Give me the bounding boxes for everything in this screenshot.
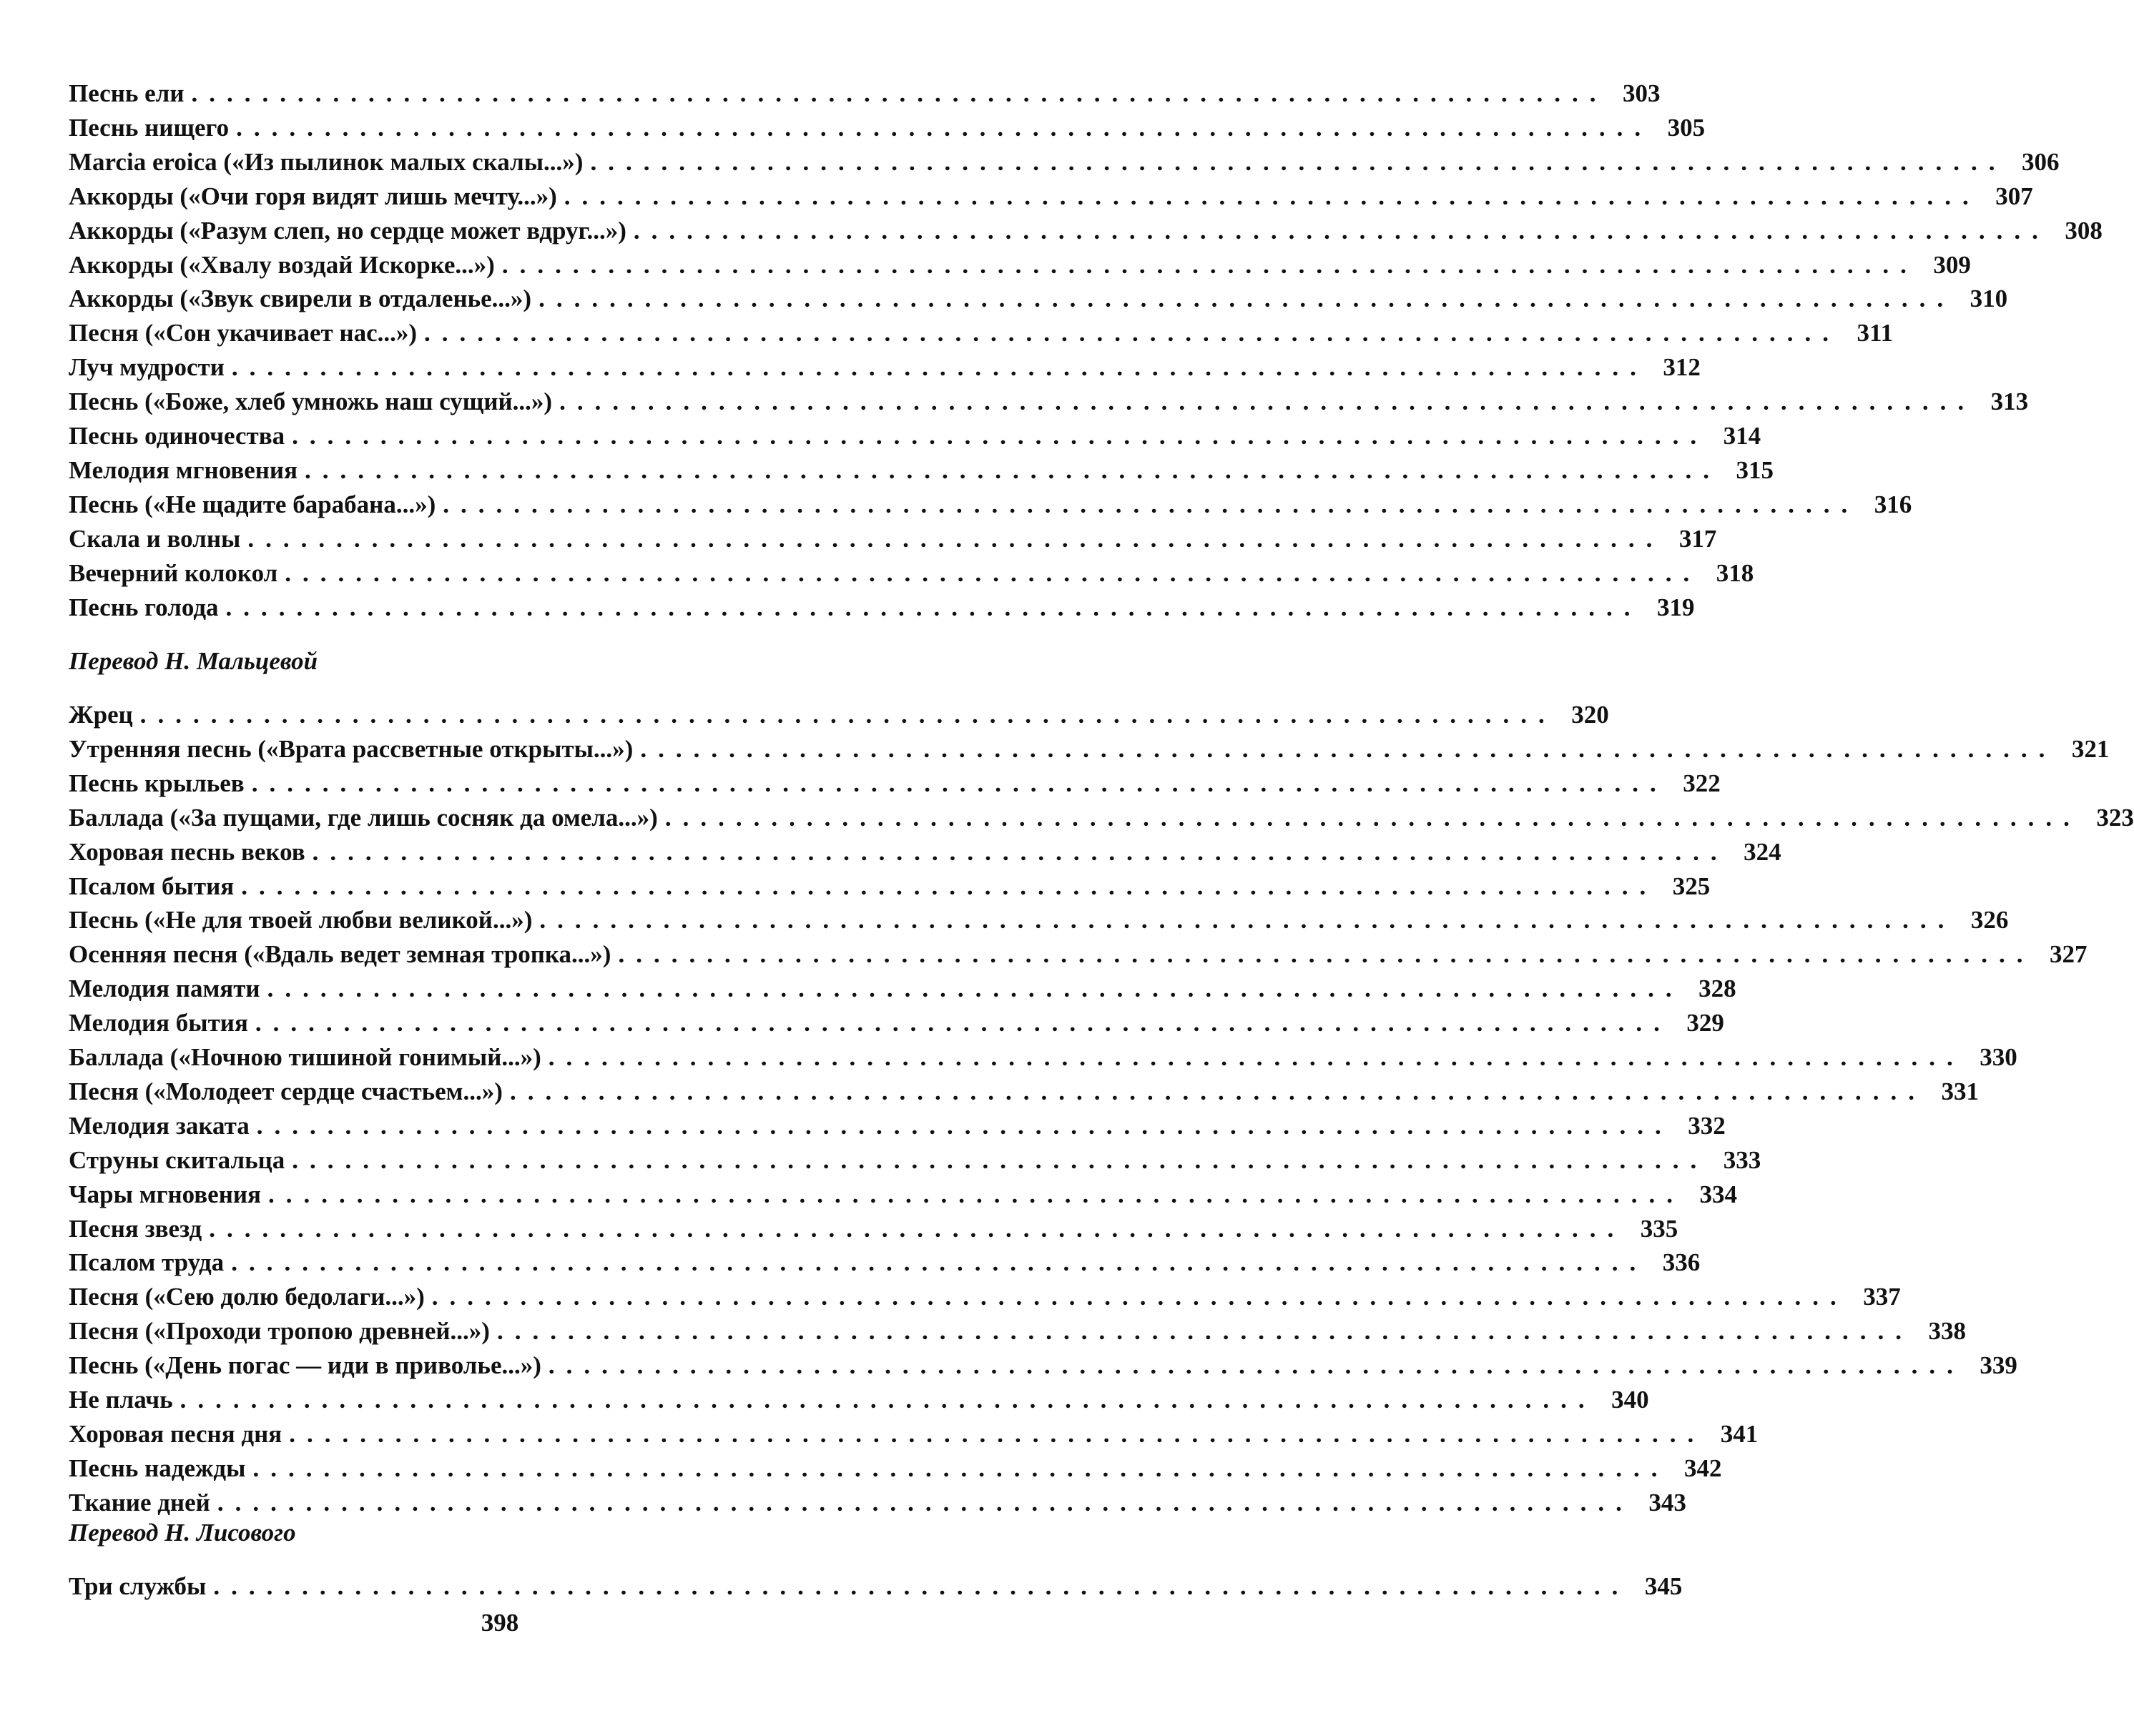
toc-entry-title: Песнь надежды — [69, 1454, 246, 1482]
dot-leader: ................................................................................ — [640, 735, 2057, 763]
toc-entry — [69, 904, 2009, 937]
toc-entry-title: Баллада («За пущами, где лишь сосняк да омела...») — [69, 804, 658, 832]
toc-entry-title: Мелодия бытия — [69, 1009, 248, 1037]
dot-leader: ................................................................................ — [256, 1112, 1673, 1140]
dot-leader: ................................................................................ — [305, 456, 1721, 484]
toc-entry-page: 319 — [1657, 593, 1695, 621]
toc-entry-title: Песня («Сею долю бедолаги...») — [69, 1283, 425, 1311]
toc-entry-title: Песнь нищего — [69, 114, 230, 142]
toc-entry — [69, 870, 1711, 903]
dot-leader: ................................................................................ — [236, 114, 1653, 142]
toc-entry-page: 318 — [1716, 559, 1754, 587]
toc-entry-page: 309 — [1933, 251, 1971, 279]
dot-leader: ................................................................................ — [509, 1077, 1926, 1105]
toc-entry-page: 332 — [1688, 1112, 1726, 1140]
dot-leader: ................................................................................ — [312, 838, 1729, 866]
toc-entry-page: 330 — [1980, 1043, 2017, 1071]
toc-entry-page: 342 — [1683, 1454, 1722, 1482]
dot-leader: ................................................................................ — [139, 701, 1556, 729]
toc-entry — [69, 385, 2029, 418]
toc-entry-title: Аккорды («Очи горя видят лишь мечту...») — [69, 182, 557, 210]
toc-entry-title: Хоровая песня дня — [69, 1420, 282, 1448]
dot-leader: ................................................................................ — [539, 906, 1956, 934]
toc-entry — [69, 938, 2088, 971]
toc-entry-title: Аккорды («Разум слеп, но сердце может вдруг...») — [69, 217, 626, 245]
toc-entry-page: 341 — [1720, 1420, 1759, 1448]
dot-leader: ................................................................................ — [548, 1351, 1965, 1379]
toc-entry-page: 321 — [2071, 735, 2110, 763]
toc-entry-page: 335 — [1640, 1215, 1678, 1243]
dot-leader: ................................................................................ — [231, 353, 1648, 381]
dot-leader: ................................................................................ — [251, 769, 1668, 797]
toc-entry-title: Жрец — [69, 701, 133, 729]
dot-leader: ................................................................................ — [225, 593, 1642, 621]
toc-entry-title: Хоровая песнь веков — [69, 838, 305, 866]
toc-entry-title: Мелодия памяти — [69, 975, 260, 1002]
dot-leader: ................................................................................ — [559, 388, 1976, 415]
toc-entry-page: 324 — [1744, 838, 1781, 866]
dot-leader: ................................................................................ — [289, 1420, 1706, 1448]
toc-entry-title: Песнь («Не щадите барабана...») — [69, 490, 436, 518]
toc-entry-title: Вечерний колокол — [69, 559, 278, 587]
dot-leader: ................................................................................ — [431, 1283, 1848, 1311]
toc-entry — [69, 1075, 1979, 1108]
dot-leader: ................................................................................ — [267, 975, 1683, 1002]
toc-entry-title: Осенняя песня («Вдаль ведет земная тропка...») — [69, 940, 611, 968]
dot-leader: ................................................................................ — [231, 1248, 1648, 1276]
dot-leader: ................................................................................ — [590, 148, 2007, 176]
dot-leader: ................................................................................ — [285, 559, 1701, 587]
toc-entry-title: Песнь ели — [69, 79, 185, 107]
toc-entry-page: 326 — [1970, 906, 2009, 934]
toc-entry — [69, 1246, 1701, 1279]
toc-entry-page: 317 — [1678, 525, 1717, 553]
toc-entry — [69, 454, 1774, 487]
toc-entry — [69, 1384, 1649, 1416]
toc-entry — [69, 1007, 1724, 1040]
toc-entry-page: 331 — [1941, 1077, 1979, 1105]
toc-entry — [69, 1213, 1678, 1246]
dot-leader: ................................................................................ — [255, 1009, 1671, 1037]
toc-entry — [69, 1452, 1722, 1485]
dot-leader: ................................................................................ — [191, 79, 1608, 107]
toc-entry-page: 303 — [1622, 79, 1661, 107]
toc-entry-page: 314 — [1723, 422, 1761, 450]
toc-entry-title: Чары мгновения — [69, 1180, 261, 1208]
toc-entry-page: 339 — [1980, 1351, 2017, 1379]
toc-entry-title: Песня («Сон укачивает нас...») — [69, 319, 418, 347]
toc-entry — [69, 1349, 2017, 1382]
dot-leader: ................................................................................ — [501, 251, 1918, 279]
toc-entry-title: Псалом бытия — [69, 872, 235, 900]
toc-entry-page: 338 — [1928, 1317, 1966, 1345]
toc-entry — [69, 77, 1661, 110]
toc-entry-page: 310 — [1970, 285, 2008, 312]
dot-leader: ................................................................................ — [241, 872, 1658, 900]
toc-entry-page: 320 — [1571, 701, 1609, 729]
toc-entry-title: Песня звезд — [69, 1215, 202, 1243]
toc-entry-title: Песнь одиночества — [69, 422, 285, 450]
toc-entry — [69, 351, 1701, 384]
toc-entry-page: 325 — [1672, 872, 1711, 900]
toc-entry-page: 316 — [1874, 490, 1912, 518]
toc-entry-page: 308 — [2065, 217, 2103, 245]
toc-entry — [69, 180, 2033, 213]
toc-entry-page: 311 — [1857, 319, 1894, 347]
toc-entry-title: Мелодия мгновения — [69, 456, 298, 484]
dot-leader: ................................................................................ — [267, 1180, 1684, 1208]
toc-entry-page: 333 — [1723, 1146, 1761, 1174]
toc-entry — [69, 972, 1736, 1005]
toc-entry — [69, 802, 2134, 834]
toc-entry — [69, 1418, 1759, 1451]
dot-leader: ................................................................................ — [443, 490, 1859, 518]
dot-leader: ................................................................................ — [209, 1215, 1626, 1243]
toc-entry-page: 327 — [2049, 940, 2088, 968]
toc-entry — [69, 1178, 1737, 1211]
toc-entry-title: Ткание дней — [69, 1489, 210, 1516]
dot-leader: ................................................................................ — [252, 1454, 1669, 1482]
toc-entry-title: Песнь («День погас — иди в приволье...») — [69, 1351, 541, 1379]
toc-entry-title: Струны скитальца — [69, 1146, 285, 1174]
toc-entry — [69, 733, 2110, 766]
toc-entry — [69, 282, 2008, 315]
toc-entry-title: Песнь («Не для твоей любви великой...») — [69, 906, 533, 934]
toc-entry — [69, 112, 1706, 144]
toc-entry — [69, 836, 1781, 869]
dot-leader: ................................................................................ — [424, 319, 1841, 347]
dot-leader: ................................................................................ — [664, 804, 2081, 832]
toc-entry-title: Псалом труда — [69, 1248, 225, 1276]
toc-entry — [69, 699, 1609, 731]
dot-leader: ................................................................................ — [217, 1489, 1633, 1516]
dot-leader: ................................................................................ — [213, 1572, 1630, 1600]
dot-leader: ................................................................................ — [548, 1043, 1965, 1071]
toc-entry-page: 305 — [1667, 114, 1706, 142]
toc-entry-title: Marcia eroica («Из пылинок малых скалы...») — [69, 148, 584, 176]
toc-entry — [69, 1486, 1686, 1519]
toc-entry-page: 322 — [1683, 769, 1721, 797]
section-heading: Перевод Н. Лисового — [69, 1519, 296, 1547]
toc-entry-page: 328 — [1698, 975, 1736, 1002]
toc-entry — [69, 1315, 1966, 1348]
toc-entry-page: 345 — [1644, 1572, 1683, 1600]
toc-entry-title: Песнь крыльев — [69, 769, 245, 797]
toc-entry — [69, 557, 1754, 590]
toc-entry — [69, 1041, 2017, 1074]
dot-leader: ................................................................................ — [496, 1317, 1913, 1345]
dot-leader: ................................................................................ — [180, 1386, 1596, 1414]
toc-entry — [69, 1281, 1901, 1313]
toc-entry — [69, 488, 1912, 521]
toc-entry-page: 313 — [1990, 388, 2029, 415]
toc-entry-page: 334 — [1699, 1180, 1737, 1208]
toc-entry-page: 315 — [1736, 456, 1774, 484]
toc-entry — [69, 1144, 1761, 1177]
toc-entry-page: 306 — [2021, 148, 2060, 176]
toc-entry-title: Скала и волны — [69, 525, 241, 553]
toc-entry-title: Песня («Проходи тропою древней...») — [69, 1317, 490, 1345]
dot-leader: ................................................................................ — [633, 217, 2050, 245]
toc-entry-page: 343 — [1648, 1489, 1686, 1516]
toc-entry — [69, 317, 1894, 350]
toc-entry — [69, 420, 1761, 453]
toc-entry — [69, 249, 1971, 282]
toc-entry-title: Песня («Молодеет сердце счастьем...») — [69, 1077, 503, 1105]
toc-entry-page: 323 — [2096, 804, 2134, 832]
toc-entry-title: Песнь голода — [69, 593, 219, 621]
dot-leader: ................................................................................ — [292, 1146, 1708, 1174]
toc-entry — [69, 1570, 1683, 1603]
toc-entry — [69, 523, 1717, 556]
toc-entry-title: Не плачь — [69, 1386, 173, 1414]
toc-entry-title: Три службы — [69, 1572, 207, 1600]
dot-leader: ................................................................................ — [618, 940, 2035, 968]
toc-entry — [69, 146, 2060, 179]
dot-leader: ................................................................................ — [247, 525, 1664, 553]
toc-entry-title: Аккорды («Хвалу воздай Искорке...») — [69, 251, 495, 279]
dot-leader: ................................................................................ — [539, 285, 1955, 312]
toc-entry-page: 336 — [1662, 1248, 1701, 1276]
toc-entry-title: Баллада («Ночною тишиной гонимый...») — [69, 1043, 541, 1071]
toc-entry-title: Песнь («Боже, хлеб умножь наш сущий...») — [69, 388, 553, 415]
toc-entry-title: Луч мудрости — [69, 353, 225, 381]
dot-leader: ................................................................................ — [292, 422, 1708, 450]
toc-entry — [69, 591, 1695, 624]
toc-entry-title: Утренняя песнь («Врата рассветные открыты...») — [69, 735, 634, 763]
toc-entry — [69, 214, 2103, 247]
toc-entry-title: Мелодия заката — [69, 1112, 250, 1140]
toc-entry-title: Аккорды («Звук свирели в отдаленье...») — [69, 285, 532, 312]
toc-entry-page: 340 — [1611, 1386, 1649, 1414]
toc-entry — [69, 767, 1721, 800]
toc-entry-page: 312 — [1663, 353, 1701, 381]
toc-entry — [69, 1110, 1726, 1143]
toc-entry-page: 337 — [1863, 1283, 1901, 1311]
section-heading: Перевод Н. Мальцевой — [69, 647, 318, 675]
dot-leader: ................................................................................ — [564, 182, 1980, 210]
page-number: 398 — [481, 1609, 519, 1637]
toc-entry-page: 307 — [1995, 182, 2033, 210]
toc-entry-page: 329 — [1686, 1009, 1724, 1037]
